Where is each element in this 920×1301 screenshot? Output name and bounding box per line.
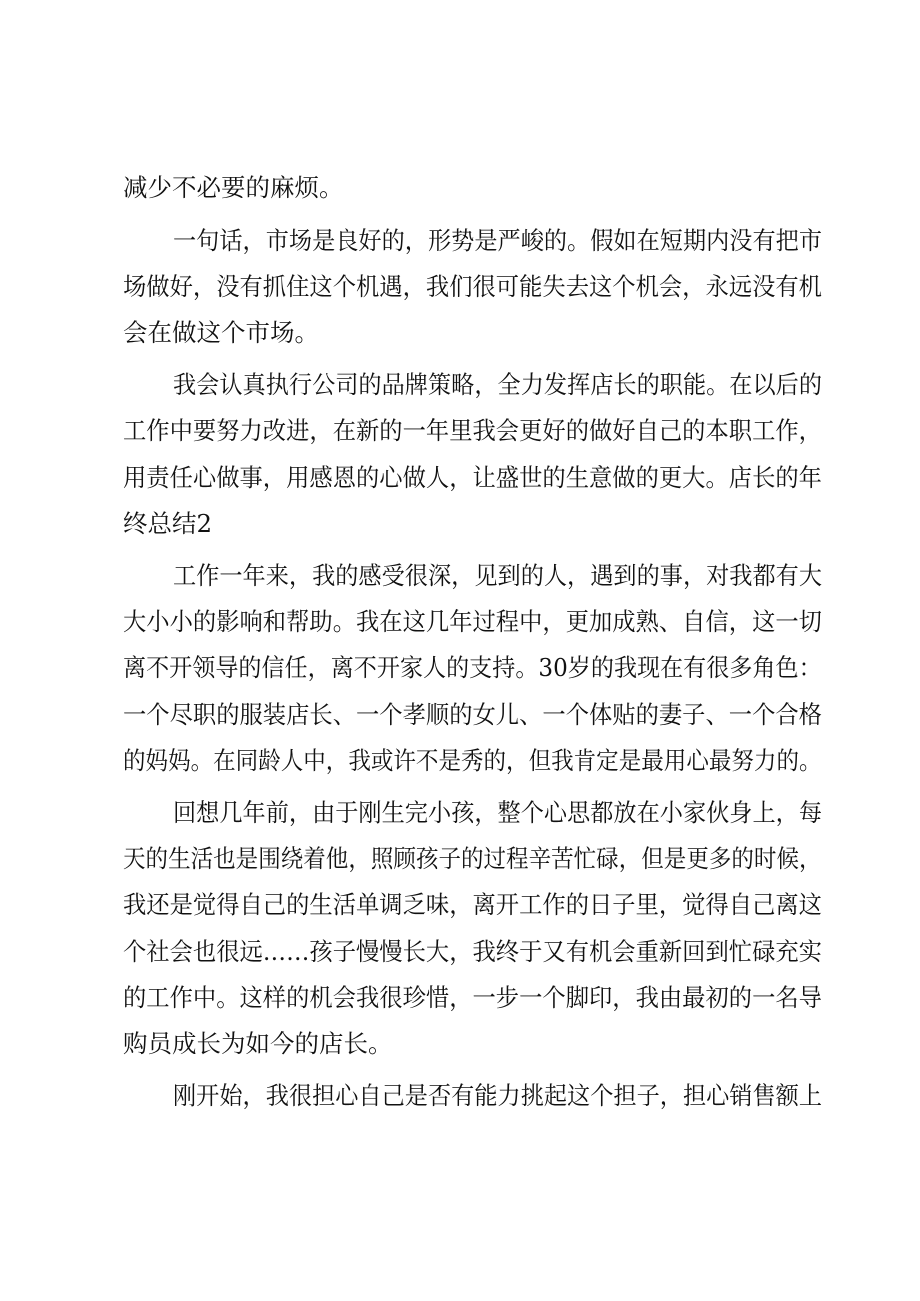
paragraph-first-line: 回想几年前，由于刚生完小孩，整个心思都放在小家伙身上，每 [173, 798, 823, 827]
text-line: 用责任心做事，用感恩的心做人，让盛世的生意做的更大。店长的年 [123, 463, 822, 492]
text-line: 购员成长为如今的店长。 [123, 1029, 393, 1058]
text-line: 我还是觉得自己的生活单调乏味，离开工作的日子里，觉得自己离这 [123, 890, 822, 919]
text-line: 场做好，没有抓住这个机遇，我们很可能失去这个机会，永远没有机 [123, 272, 822, 301]
text-line: 个社会也很远……孩子慢慢长大，我终于又有机会重新回到忙碌充实 [123, 937, 822, 966]
paragraph-first-line: 工作一年来，我的感受很深，见到的人，遇到的事，对我都有大 [173, 561, 823, 590]
text-line: 会在做这个市场。 [123, 318, 319, 347]
paragraph-first-line: 我会认真执行公司的品牌策略，全力发挥店长的职能。在以后的 [173, 370, 823, 399]
text-line: 的妈妈。在同龄人中，我或许不是秀的，但我肯定是最用心最努力的。 [123, 746, 822, 775]
paragraph-first-line: 刚开始，我很担心自己是否有能力挑起这个担子，担心销售额上 [173, 1081, 823, 1110]
text-line: 的工作中。这样的机会我很珍惜，一步一个脚印，我由最初的一名导 [123, 983, 822, 1012]
text-line: 一个尽职的服装店长、一个孝顺的女儿、一个体贴的妻子、一个合格 [123, 700, 822, 729]
text-line: 减少不必要的麻烦。 [123, 173, 344, 202]
text-line: 天的生活也是围绕着他，照顾孩子的过程辛苦忙碌，但是更多的时候， [123, 844, 822, 873]
text-line: 离不开领导的信任，离不开家人的支持。30岁的我现在有很多角色： [123, 653, 822, 682]
text-line: 大小小的影响和帮助。我在这几年过程中，更加成熟、自信，这一切 [123, 607, 822, 636]
section-heading-tail: 终总结2 [123, 509, 213, 538]
paragraph-first-line: 一句话，市场是良好的，形势是严峻的。假如在短期内没有把市 [173, 226, 823, 255]
text-line: 工作中要努力改进，在新的一年里我会更好的做好自己的本职工作， [123, 416, 822, 445]
